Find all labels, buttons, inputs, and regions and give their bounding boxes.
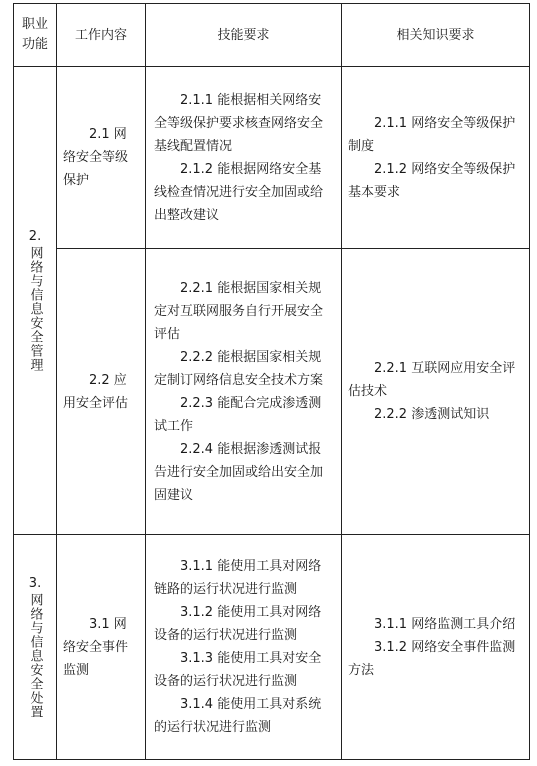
skill-2-2-4: 2.2.4 能根据渗透测试报告进行安全加固或给出安全加固建议 — [154, 441, 324, 503]
row-2-1-content-text: 2.1 网络安全等级保护 — [63, 127, 129, 188]
knowledge-3-1-2: 3.1.2 网络安全事件监测方法 — [348, 639, 516, 678]
row-3-1-knowledge — [342, 535, 529, 759]
skill-3-1-2: 3.1.2 能使用工具对网络设备的运行状况进行监测 — [154, 605, 322, 643]
section-2-title: 网络与信息安全管理 — [27, 246, 43, 372]
header-skill — [146, 4, 341, 66]
row-2-1-content — [57, 67, 145, 248]
header-knowledge-text: 相关知识要求 — [396, 27, 475, 43]
section-2-num: 2. — [28, 229, 42, 244]
section-3-func — [14, 535, 56, 759]
skill-2-2-2: 2.2.2 能根据国家相关规定制订网络信息安全技术方案 — [154, 349, 324, 388]
row-3-1-skills — [146, 535, 341, 759]
knowledge-2-2-1: 2.2.1 互联网应用安全评估技术 — [348, 361, 516, 399]
skill-3-1-4: 3.1.4 能使用工具对系统的运行状况进行监测 — [154, 697, 322, 735]
skill-2-2-1: 2.2.1 能根据国家相关规定对互联网服务自行开展安全评估 — [154, 280, 324, 342]
row-2-2-knowledge — [342, 249, 529, 534]
header-knowledge — [342, 4, 529, 66]
knowledge-3-1-1: 3.1.1 网络监测工具介绍 — [374, 616, 516, 632]
header-func — [14, 4, 56, 66]
row-2-1-knowledge — [342, 67, 529, 248]
row-2-2-skills — [146, 249, 341, 534]
skill-3-1-3: 3.1.3 能使用工具对安全设备的运行状况进行监测 — [154, 651, 322, 689]
skill-2-1-2: 2.1.2 能根据网络安全基线检查情况进行安全加固或给出整改建议 — [154, 161, 324, 223]
competency-table — [13, 3, 530, 760]
knowledge-2-1-2: 2.1.2 网络安全等级保护基本要求 — [348, 161, 516, 200]
header-content-text: 工作内容 — [74, 27, 127, 43]
knowledge-2-1-1: 2.1.1 网络安全等级保护制度 — [348, 115, 516, 154]
row-2-2-content-text: 2.2 应用安全评估 — [63, 372, 129, 411]
header-func-text: 职业功能 — [21, 17, 48, 52]
knowledge-2-2-2: 2.2.2 渗透测试知识 — [374, 407, 490, 422]
skill-2-2-3: 2.2.3 能配合完成渗透测试工作 — [154, 395, 322, 434]
section-3-title: 网络与信息安全处置 — [27, 592, 43, 719]
row-3-1-content — [57, 535, 145, 759]
row-3-1-content-text: 3.1 网络安全事件监测 — [63, 616, 129, 678]
section-2-func — [14, 67, 56, 534]
row-2-1-skills — [146, 67, 341, 248]
section-3-num: 3. — [28, 575, 42, 591]
header-content — [57, 4, 145, 66]
header-skill-text: 技能要求 — [217, 27, 270, 43]
skill-2-1-1: 2.1.1 能根据相关网络安全等级保护要求核查网络安全基线配置情况 — [154, 92, 324, 154]
row-2-2-content — [57, 249, 145, 534]
skill-3-1-1: 3.1.1 能使用工具对网络链路的运行状况进行监测 — [154, 559, 322, 597]
